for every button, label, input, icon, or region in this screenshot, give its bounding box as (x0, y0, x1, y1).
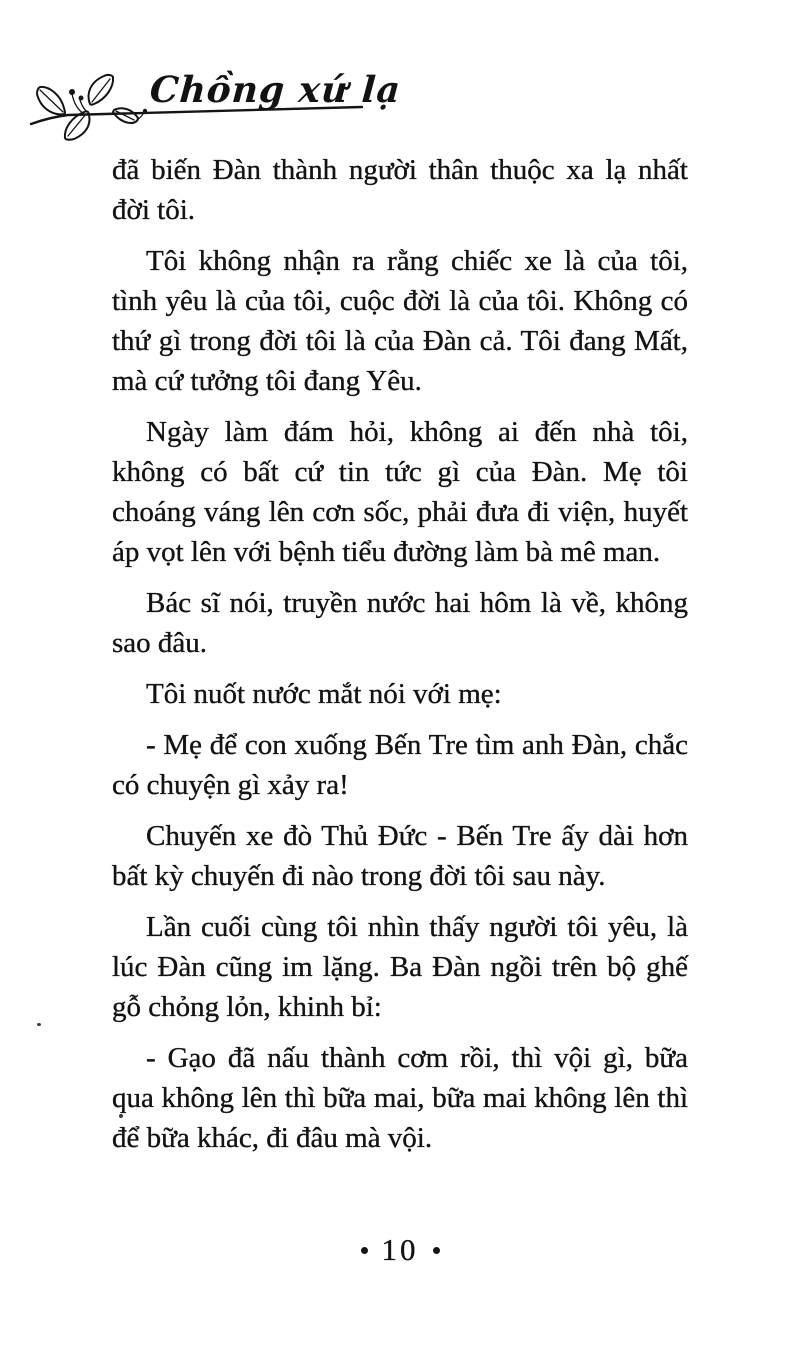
paragraph: Ngày làm đám hỏi, không ai đến nhà tôi, không có bất cứ tin tức gì của Đàn. Mẹ tôi choáng váng lên cơn sốc, phải đưa đi viện, huyết áp vọt lên với bệnh tiểu đường làm bà mê man. (112, 416, 688, 568)
paragraph: Tôi không nhận ra rằng chiếc xe là của tôi, tình yêu là của tôi, cuộc đời là của tôi. Không có thứ gì trong đời tôi là của Đàn cả. Tôi đang Mất, mà cứ tưởng tôi đang Yêu. (112, 245, 688, 397)
paragraph: Lần cuối cùng tôi nhìn thấy người tôi yêu, là lúc Đàn cũng im lặng. Ba Đàn ngồi trên bộ ghế gỗ chỏng lỏn, khinh bỉ: (112, 911, 688, 1023)
footer-dot-right (433, 1247, 440, 1254)
scan-speck (37, 1023, 41, 1026)
paragraph: đã biến Đàn thành người thân thuộc xa lạ nhất đời tôi. (112, 154, 688, 226)
paragraph: - Gạo đã nấu thành cơm rồi, thì vội gì, bữa qua không lên thì bữa mai, bữa mai không lên thì để bữa khác, đi đâu mà vội. (112, 1042, 688, 1154)
page-text (112, 150, 688, 1169)
paragraph: Bác sĩ nói, truyền nước hai hôm là về, không sao đâu. (112, 587, 688, 659)
paragraph: Tôi nuốt nước mắt nói với mẹ: (146, 678, 502, 710)
page-number: 10 (381, 1232, 419, 1267)
footer-dot-left (361, 1247, 368, 1254)
page-footer (0, 1232, 800, 1268)
running-head-title: Chồng xứ lạ (148, 69, 403, 111)
paragraph: - Mẹ để con xuống Bến Tre tìm anh Đàn, chắc có chuyện gì xảy ra! (112, 729, 688, 801)
paragraph: Chuyến xe đò Thủ Đức - Bến Tre ấy dài hơn bất kỳ chuyến đi nào trong đời tôi sau này. (112, 820, 688, 892)
scan-speck (119, 1114, 123, 1118)
